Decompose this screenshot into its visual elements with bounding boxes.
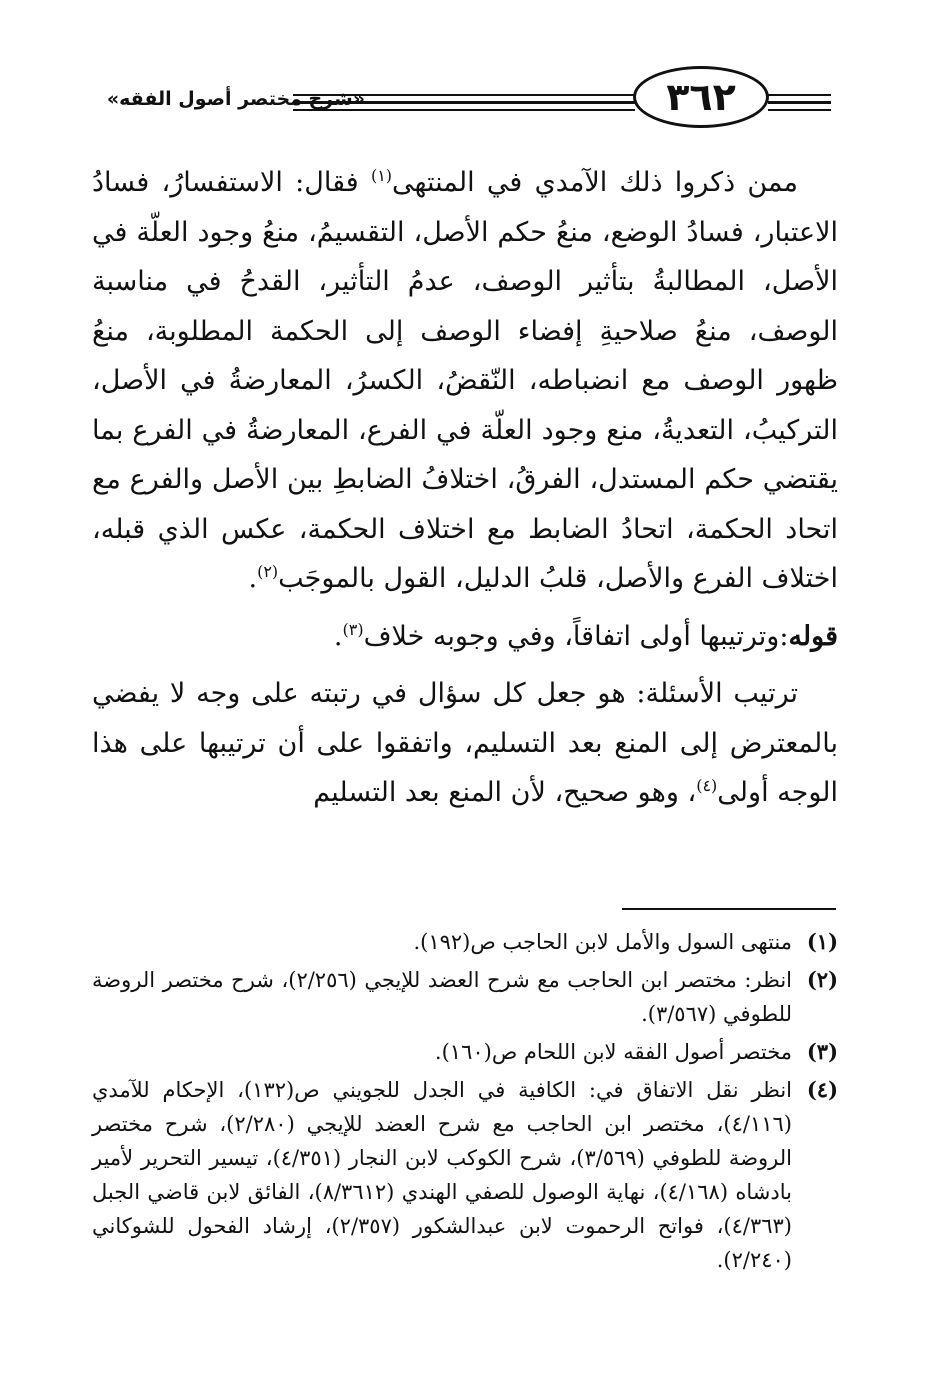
matn-quote [92,612,838,662]
header-rule [293,101,635,104]
paragraph-text: ، وهو صحيح، لأن المنع بعد التسليم [313,777,697,808]
running-title: «شرح مختصر أصول الفقه» [106,88,365,110]
footnote-number: (١) [806,929,838,954]
quote-label: قوله [788,620,838,652]
paragraph-text: فقال: الاستفسارُ، فسادُ الاعتبار، فسادُ الوضع، منعُ حكم الأصل، التقسيمُ، منعُ وجود العلّة في الأصل، المطالبةُ بتأثير الوصف، عدمُ التأثير، القدحُ في مناسبة الوصف، منعُ صلاحيةِ إفضاء الوصف إلى الحكمة المطلوبة، منعُ ظهور الوصف مع انضباطه، النّقضُ، الكسرُ، المعارضةُ في الأصل، التركيبُ، التعديةُ، منع وجود العلّة في الفرع، المعارضةُ في الفرع بما يقتضي حكم المستدل، الفرقُ، اختلافُ الضابطِ بين الأصل والفرع مع اتحاد الحكمة، اتحادُ الضابط مع اختلاف الحكمة، عكس الذي قبله، اختلاف الفرع والأصل، قلبُ الدليل، القول بالموجَب [92,167,838,594]
header-rule [293,94,635,96]
paragraph-text: . [248,563,258,594]
footnotes [92,925,838,1281]
footnote-reference: (٢) [257,562,279,581]
header-rule [768,109,831,111]
paragraph-text: ممن ذكروا ذلك الآمدي في المنتهى [392,167,798,198]
page-number-oval [633,66,769,128]
footnote [92,925,838,959]
main-text [92,158,838,818]
paragraph [92,158,838,604]
header-rule [768,101,831,104]
quote-text: :وترتيبها أولى اتفاقاً، وفي وجوبه خلاف [363,620,789,652]
paragraph-text: ترتيب الأسئلة: هو جعل كل سؤال في رتبته على وجه لا يفضي بالمعترض إلى المنع بعد التسليم، واتفقوا على أن ترتيبها على هذا الوجه أولى [92,678,838,808]
footnote-text: مختصر أصول الفقه لابن اللحام ص(١٦٠). [434,1040,792,1064]
footnote-text: منتهى السول والأمل لابن الحاجب ص(١٩٢). [413,930,792,954]
footnote-number: (٢) [806,967,838,992]
page-header [80,60,840,140]
footnote-text: انظر: مختصر ابن الحاجب مع شرح العضد للإيجي (٢/٢٥٦)، شرح مختصر الروضة للطوفي (٣/٥٦٧). [92,968,792,1026]
header-rule [293,109,635,111]
footnote-divider [622,908,836,910]
header-rule [768,94,831,96]
page-number: ٣٦٢ [666,75,736,119]
paragraph [92,669,838,818]
footnote-reference: (٤) [696,776,718,795]
footnote-reference: (٣) [342,619,364,639]
footnote-text: انظر نقل الاتفاق في: الكافية في الجدل للجويني ص(١٣٢)، الإحكام للآمدي (٤/١١٦)، مختصر ابن الحاجب مع شرح العضد للإيجي (٢/٢٨٠)، شرح مختصر الروضة للطوفي (٣/٥٦٩)، شرح الكوكب لابن النجار (٤/٣٥١)، تيسير التحرير لأمير بادشاه (٤/١٦٨)، نهاية الوصول للصفي الهندي (٨/٣٦١٢)، الفائق لابن قاضي الجبل (٤/٣٦٣)، فواتح الرحموت لابن عبدالشكور (٢/٣٥٧)، إرشاد الفحول للشوكاني (٢/٢٤٠). [92,1078,793,1272]
footnote-number: (٣) [806,1039,838,1064]
footnote-reference: (١) [370,166,393,185]
footnote [92,1035,838,1069]
footnote [92,963,838,1031]
paragraph-text: . [333,620,343,652]
footnote [92,1073,838,1277]
footnote-number: (٤) [806,1077,838,1102]
